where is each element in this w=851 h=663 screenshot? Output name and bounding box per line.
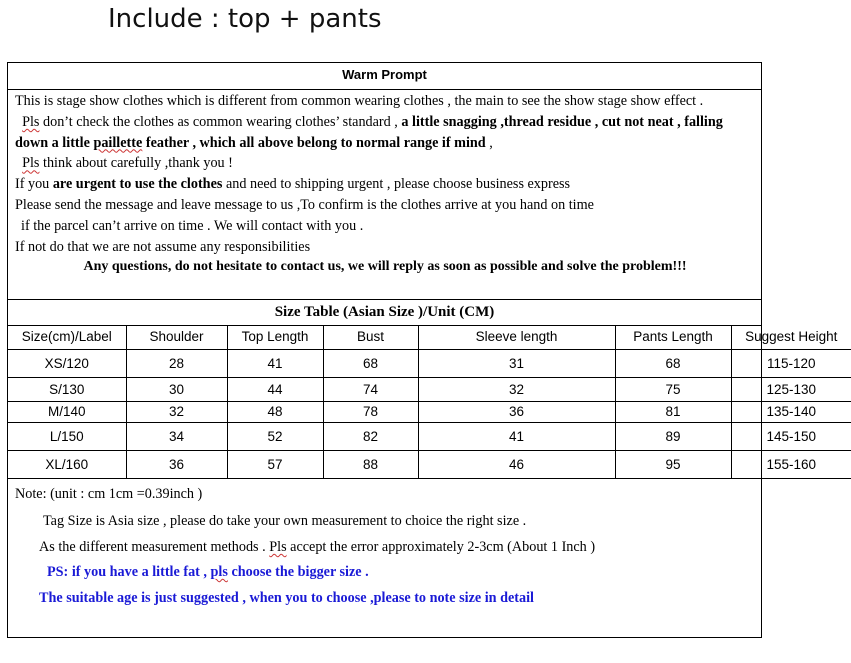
cell: 41 — [227, 349, 323, 377]
warm-prompt-heading: Warm Prompt — [8, 63, 761, 90]
table-row — [8, 377, 851, 401]
col-header-pants-length: Pants Length — [615, 325, 731, 349]
cell: 36 — [418, 401, 615, 422]
cell: M/140 — [8, 401, 126, 422]
col-header-shoulder: Shoulder — [126, 325, 227, 349]
cell: 32 — [418, 377, 615, 401]
cell: 81 — [615, 401, 731, 422]
cell: 31 — [418, 349, 615, 377]
cell: 135-140 — [731, 401, 851, 422]
spell-flag: pls — [210, 564, 228, 580]
cell: XS/120 — [8, 349, 126, 377]
prompt-line-3-text: think about carefully ,thank you ! — [39, 155, 233, 172]
cell: 78 — [323, 401, 418, 422]
table-row — [8, 450, 851, 478]
prompt-line-2-bold-flag: paillette — [93, 134, 143, 151]
note-measurement — [39, 539, 595, 556]
prompt-line-4-a: If you — [15, 176, 53, 193]
prompt-line-2-text: don’t check the clothes as common wearing clothes’ standard , — [39, 113, 402, 130]
cell: 34 — [126, 422, 227, 450]
cell: 115-120 — [731, 349, 851, 377]
page-title: Include : top + pants — [108, 4, 382, 34]
col-header-bust: Bust — [323, 325, 418, 349]
table-row — [8, 401, 851, 422]
prompt-line-6: if the parcel can’t arrive on time . We will contact with you . — [21, 217, 364, 234]
note-age: The suitable age is just suggested , when you to choose ,please to note size in detail — [39, 590, 534, 606]
warm-prompt-body — [15, 91, 755, 278]
cell: 125-130 — [731, 377, 851, 401]
note-tag-size: Tag Size is Asia size , please do take your own measurement to choice the right size . — [43, 513, 527, 529]
prompt-line-3 — [15, 153, 755, 174]
cell: 44 — [227, 377, 323, 401]
cell: 28 — [126, 349, 227, 377]
table-row — [8, 349, 851, 377]
cell: 41 — [418, 422, 615, 450]
cell: 46 — [418, 450, 615, 478]
cell: 57 — [227, 450, 323, 478]
prompt-line-4-b: and need to shipping urgent , please choose business express — [222, 176, 571, 193]
prompt-line-5: Please send the message and leave message to us ,To confirm is the clothes arrive at you hand on time — [15, 196, 594, 213]
col-header-label: Size(cm)/Label — [8, 325, 126, 349]
cell: 88 — [323, 450, 418, 478]
prompt-line-2-bold-a: a little snagging ,thread residue , cut not neat , falling down a little — [15, 113, 723, 151]
cell: 75 — [615, 377, 731, 401]
cell: 68 — [615, 349, 731, 377]
cell: 48 — [227, 401, 323, 422]
cell: 52 — [227, 422, 323, 450]
prompt-line-2-end: , — [485, 134, 493, 151]
cell: 30 — [126, 377, 227, 401]
size-table-header-row — [8, 325, 851, 349]
col-header-suggest-height: Suggest Height — [731, 325, 851, 349]
prompt-line-1: This is stage show clothes which is different from common wearing clothes , the main to see the show stage show effect . — [15, 93, 704, 109]
note-measurement-b: accept the error approximately 2-3cm (About 1 Inch ) — [286, 539, 596, 555]
note-ps-a: PS: if you have a little fat , — [47, 564, 211, 580]
note-unit: Note: (unit : cm 1cm =0.39inch ) — [15, 486, 203, 502]
prompt-line-2 — [15, 112, 755, 154]
prompt-line-2-bold-b: feather , which all above belong to normal range if mind — [142, 134, 486, 151]
size-table-heading: Size Table (Asian Size )/Unit (CM) — [8, 299, 761, 326]
spell-flag: Pls — [22, 113, 40, 130]
cell: 68 — [323, 349, 418, 377]
table-row — [8, 422, 851, 450]
cell: 32 — [126, 401, 227, 422]
cell: 36 — [126, 450, 227, 478]
note-measurement-a: As the different measurement methods . — [39, 539, 270, 555]
col-header-sleeve-length: Sleeve length — [418, 325, 615, 349]
cell: 89 — [615, 422, 731, 450]
cell: 145-150 — [731, 422, 851, 450]
size-table — [8, 325, 851, 479]
cell: 82 — [323, 422, 418, 450]
col-header-top-length: Top Length — [227, 325, 323, 349]
prompt-line-7: If not do that we are not assume any responsibilities — [15, 238, 311, 255]
prompt-line-8: Any questions, do not hesitate to contact us, we will reply as soon as possible and solve the problem!!! — [83, 259, 687, 275]
info-panel — [7, 62, 838, 638]
prompt-line-4 — [15, 174, 755, 195]
cell: S/130 — [8, 377, 126, 401]
note-ps — [47, 564, 369, 581]
cell: 95 — [615, 450, 731, 478]
cell: L/150 — [8, 422, 126, 450]
cell: 74 — [323, 377, 418, 401]
cell: XL/160 — [8, 450, 126, 478]
note-ps-b: choose the bigger size . — [227, 564, 369, 580]
cell: 155-160 — [731, 450, 851, 478]
spell-flag: Pls — [269, 539, 287, 555]
spell-flag: Pls — [22, 155, 40, 172]
prompt-line-4-bold: are urgent to use the clothes — [52, 176, 223, 193]
